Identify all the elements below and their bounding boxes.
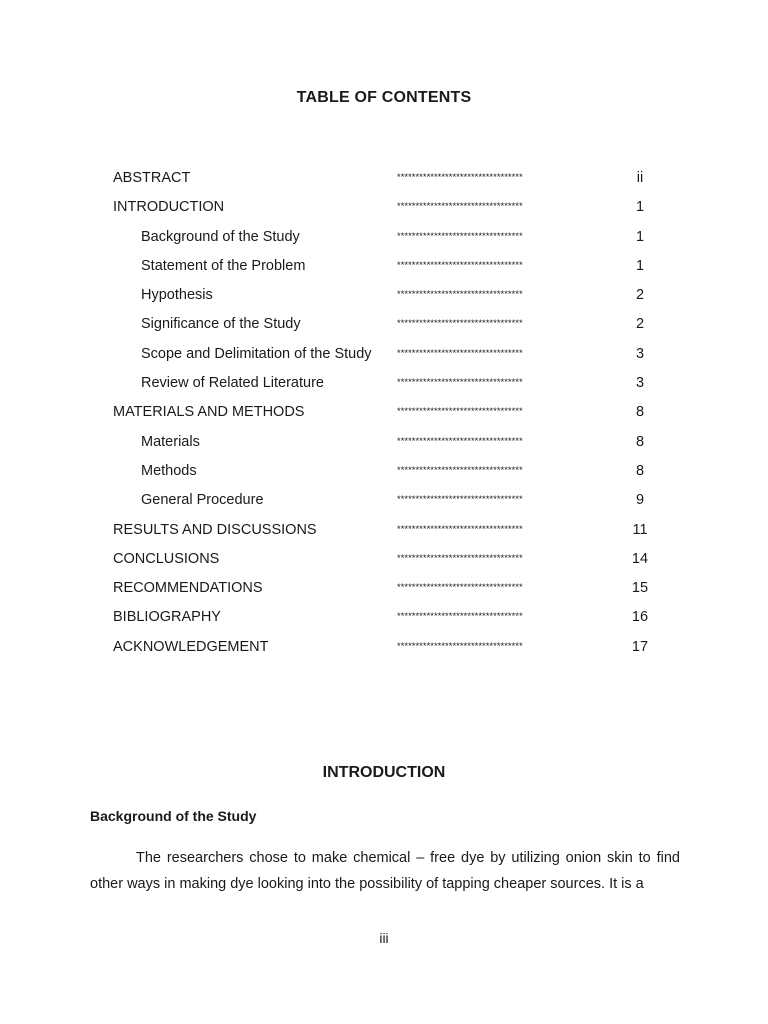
toc-entry — [0, 487, 768, 516]
toc-entry-page: 1 — [635, 228, 645, 245]
toc-entry-label: MATERIALS AND METHODS — [113, 404, 305, 421]
toc-entry — [0, 253, 768, 282]
toc-entry-leader: ********************************** — [397, 494, 523, 506]
toc-entry-label: CONCLUSIONS — [113, 550, 220, 567]
toc-entry — [0, 575, 768, 604]
toc-entry-page: 14 — [631, 550, 649, 567]
section-heading: Background of the Study — [90, 808, 257, 824]
toc-entry-leader: ********************************** — [397, 318, 523, 330]
toc-entry-label: Hypothesis — [141, 287, 213, 304]
toc-entry-label: RECOMMENDATIONS — [113, 580, 263, 597]
toc-entry-leader: ********************************** — [397, 640, 523, 652]
toc-entry — [0, 224, 768, 253]
toc-entry — [0, 399, 768, 428]
toc-entry-page: ii — [636, 170, 644, 186]
toc-entry-page: 8 — [635, 462, 645, 479]
toc-entry — [0, 311, 768, 340]
toc-entry-label: Review of Related Literature — [141, 375, 324, 392]
body-paragraph: The researchers chose to make chemical – free dye by utilizing onion skin to find other ways in making dye looking into the possibility of tapping cheaper sources. It is a — [90, 850, 680, 892]
toc-entry — [0, 341, 768, 370]
toc-entry-label: Scope and Delimitation of the Study — [141, 345, 372, 362]
toc-entry — [0, 194, 768, 223]
toc-entry-label: Materials — [141, 433, 200, 450]
toc-entry-label: Significance of the Study — [141, 316, 301, 333]
toc-entry-page: 15 — [631, 580, 649, 597]
toc-entry-label: Methods — [141, 462, 197, 479]
toc-entry-leader: ********************************** — [397, 230, 523, 242]
toc-entry — [0, 546, 768, 575]
page-number: iii — [379, 930, 389, 946]
toc-title: TABLE OF CONTENTS — [296, 89, 472, 106]
toc-entry-page: 16 — [631, 609, 649, 626]
toc-entry-leader: ********************************** — [397, 523, 523, 535]
toc-entry-label: BIBLIOGRAPHY — [113, 609, 221, 626]
toc-entry — [0, 429, 768, 458]
toc-entry-page: 2 — [635, 316, 645, 333]
toc-entry-leader: ********************************** — [397, 289, 523, 301]
toc-entry-leader: ********************************** — [397, 552, 523, 564]
toc-entry-page: 1 — [635, 257, 645, 274]
toc-entry — [0, 370, 768, 399]
toc-entry-leader: ********************************** — [397, 347, 523, 359]
toc-entry-label: ACKNOWLEDGEMENT — [113, 638, 269, 655]
toc-entry-leader: ********************************** — [397, 406, 523, 418]
toc-entry-page: 2 — [635, 287, 645, 304]
toc-entry-leader: ********************************** — [397, 377, 523, 389]
toc-entry-page: 9 — [635, 492, 645, 509]
toc-entry-leader: ********************************** — [397, 201, 523, 213]
toc-entry-leader: ********************************** — [397, 259, 523, 271]
toc-entry-label: Background of the Study — [141, 228, 300, 245]
toc-entry-page: 3 — [635, 375, 645, 392]
toc-entry — [0, 458, 768, 487]
toc-entry-leader: ********************************** — [397, 464, 523, 476]
toc-entry-label: Statement of the Problem — [141, 257, 306, 274]
toc-entry-leader: ********************************** — [397, 582, 523, 594]
toc-entry-label: INTRODUCTION — [113, 199, 225, 216]
introduction-title: INTRODUCTION — [322, 764, 446, 781]
toc-entry-page: 11 — [632, 521, 648, 538]
toc-entry-leader: ********************************** — [397, 435, 523, 447]
toc-entry — [0, 165, 768, 194]
toc-entry-label: RESULTS AND DISCUSSIONS — [113, 521, 317, 538]
toc-entry — [0, 604, 768, 633]
toc-entry-page: 8 — [635, 433, 645, 450]
toc-list — [0, 165, 768, 663]
toc-entry-page: 8 — [635, 404, 645, 421]
toc-entry-leader: ********************************** — [397, 172, 523, 183]
toc-entry — [0, 282, 768, 311]
toc-entry-label: ABSTRACT — [113, 170, 191, 186]
toc-entry-page: 17 — [631, 638, 649, 655]
toc-entry-page: 3 — [635, 345, 645, 362]
toc-entry-page: 1 — [635, 199, 645, 216]
toc-entry-leader: ********************************** — [397, 611, 523, 623]
toc-entry-label: General Procedure — [141, 492, 264, 509]
toc-entry — [0, 517, 768, 546]
toc-entry — [0, 634, 768, 663]
